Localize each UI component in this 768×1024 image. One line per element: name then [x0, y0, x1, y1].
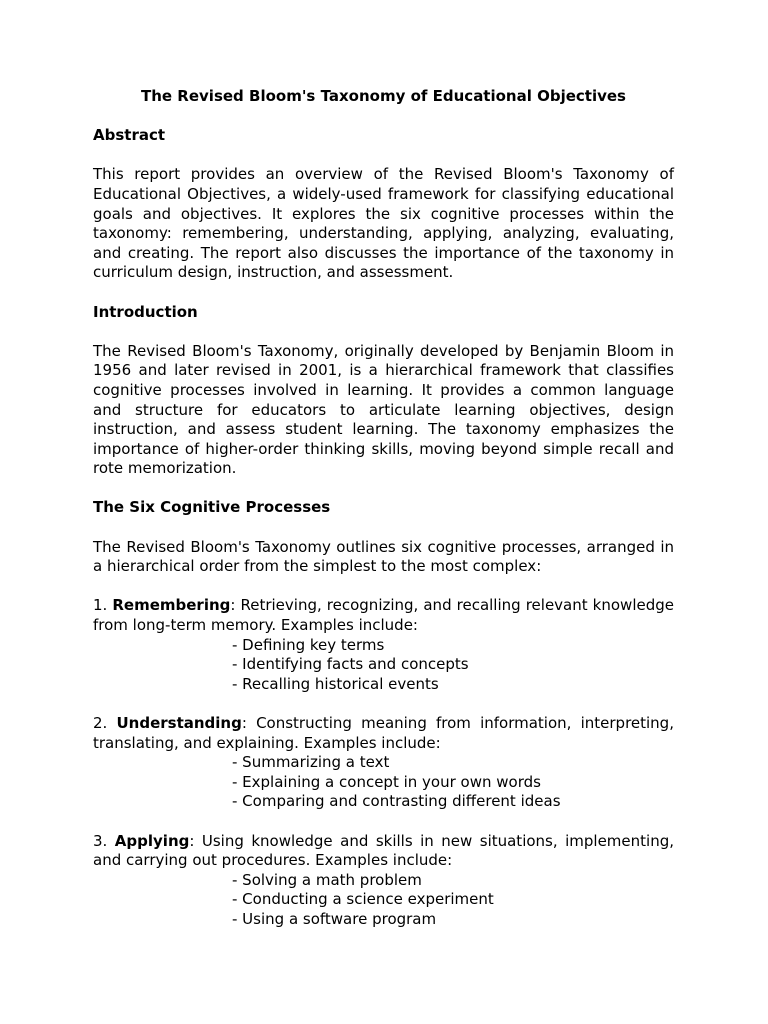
example-item: - Using a software program [232, 909, 437, 928]
process-description [93, 596, 674, 635]
example-list [93, 871, 674, 930]
process-number: 3. [93, 831, 108, 850]
example-item: - Summarizing a text [232, 753, 390, 772]
example-list [93, 636, 674, 695]
example-list [93, 753, 674, 812]
process-description-text: : Constructing meaning from information, interpreting, translating, and explaining. Examples include: [93, 714, 674, 752]
abstract-heading: Abstract [93, 126, 166, 145]
process-description [93, 832, 674, 871]
example-item: - Identifying facts and concepts [232, 655, 469, 674]
process-number: 1. [93, 596, 108, 615]
process-description-text: : Retrieving, recognizing, and recalling relevant knowledge from long-term memory. Examples include: [93, 596, 674, 635]
process-item-applying [93, 832, 674, 930]
process-description [93, 714, 674, 753]
process-item-understanding [93, 714, 674, 812]
process-item-remembering [93, 596, 674, 694]
process-name: Remembering [112, 596, 231, 615]
document-page [93, 87, 674, 930]
example-item: - Explaining a concept in your own words [232, 772, 541, 791]
process-number: 2. [93, 714, 108, 732]
processes-intro: The Revised Bloom's Taxonomy outlines six cognitive processes, arranged in a hierarchical order from the simplest to the most complex: [93, 537, 674, 576]
processes-heading: The Six Cognitive Processes [93, 498, 331, 517]
abstract-text: This report provides an overview of the Revised Bloom's Taxonomy of Educational Objectives, a widely-used framework for classifying educational goals and objectives. It explores the six cognitive processes within the taxonomy: remembering, understanding, applying, analyzing, evaluating, and creating. The report also discusses the importance of the taxonomy in curriculum design, instruction, and assessment. [93, 165, 674, 282]
example-item: - Defining key terms [232, 635, 385, 654]
process-name: Understanding [116, 714, 242, 732]
introduction-heading: Introduction [93, 302, 198, 321]
example-item: - Recalling historical events [232, 674, 439, 693]
process-name: Applying [114, 831, 190, 850]
example-item: - Comparing and contrasting different ideas [232, 792, 561, 811]
introduction-text: The Revised Bloom's Taxonomy, originally developed by Benjamin Bloom in 1956 and later revised in 2001, is a hierarchical framework that classifies cognitive processes involved in learning. It provides a common language and structure for educators to articulate learning objectives, design instruction, and assess student learning. The taxonomy emphasizes the importance of higher-order thinking skills, moving beyond simple recall and rote memorization. [93, 341, 674, 478]
example-item: - Conducting a science experiment [232, 890, 494, 909]
process-description-text: : Using knowledge and skills in new situations, implementing, and carrying out procedures. Examples include: [93, 831, 674, 870]
example-item: - Solving a math problem [232, 870, 422, 889]
document-title: The Revised Bloom's Taxonomy of Educational Objectives [141, 87, 626, 105]
